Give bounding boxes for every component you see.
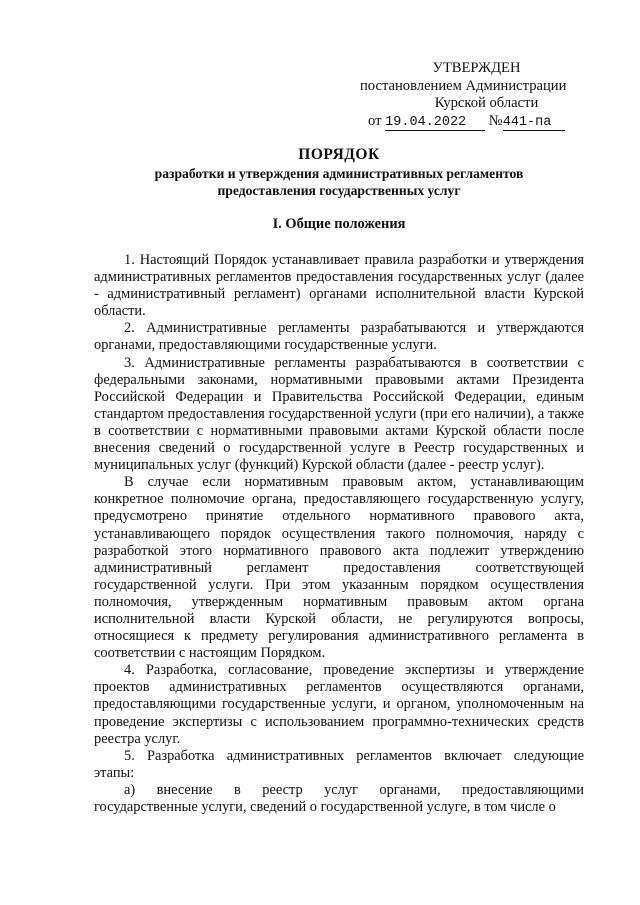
paragraph-2: 2. Административные регламенты разрабатываются и утверждаются органами, предоставляющими государственные услуги. [94,320,584,354]
approval-region: Курской области [434,95,539,111]
paragraph-4: 4. Разработка, согласование, проведение экспертизы и утверждение проектов административных регламентов осуществляются органами, предоставляющими государственные услуги, и органом, уполномоченным на проведение экспертизы с использованием программно-технических средств реестра услуг. [94,662,584,747]
approval-authority: постановлением Администрации [360,77,567,94]
section-heading: I. Общие положения [272,216,406,232]
approval-heading: УТВЕРЖДЕН [432,60,521,76]
document-subtitle [94,165,584,199]
approval-number: 441-па [503,116,565,131]
number-prefix: № [488,112,503,129]
approval-block [360,60,585,131]
date-prefix: от [368,112,382,129]
paragraph-5: 5. Разработка административных регламентов включает следующие этапы: [94,747,584,781]
paragraph-3: 3. Административные регламенты разрабатываются в соответствии с федеральными законами, нормативными правовыми актами Президента Российской Федерации и Правительства Российской Федерации, единым стандартом предоставления государственной услуги (при его наличии), а также в соответствии с нормативными правовыми актами Курской области после внесения сведений о государственной услуге в Реестр государственных и муниципальных услуг (функций) Курской области (далее - реестр услуг). [94,354,584,474]
paragraph-5a: а) внесение в реестр услуг органами, предоставляющими государственные услуги, сведений о государственной услуге, в том числе о [94,781,584,815]
document-title: ПОРЯДОК [298,146,380,163]
approval-date: 19.04.2022 [385,116,485,131]
approval-date-line [360,113,585,131]
paragraph-1: 1. Настоящий Порядок устанавливает правила разработки и утверждения административных регламентов предоставления государственных услуг (далее - административный регламент) органами исполнительной власти Курской области. [94,252,584,320]
document-body [94,252,584,816]
subtitle-line-1: разработки и утверждения административных регламентов [154,166,524,181]
subtitle-line-2: предоставления государственных услуг [217,183,461,198]
paragraph-3-continuation: В случае если нормативным правовым актом, устанавливающим конкретное полномочие органа, предоставляющего государственную услугу, предусмотрено принятие отдельного нормативного правового акта, устанавливающего порядок осуществления такого полномочия, наряду с разработкой этого нормативного правового акта подлежит утверждению административный регламент предоставления соответствующей государственной услуги. При этом указанным порядком осуществления полномочия, утвержденным нормативным правовым актом органа исполнительной власти Курской области, не регулируются вопросы, относящиеся к предмету регулирования административного регламента в соответствии с настоящим Порядком. [94,474,584,662]
